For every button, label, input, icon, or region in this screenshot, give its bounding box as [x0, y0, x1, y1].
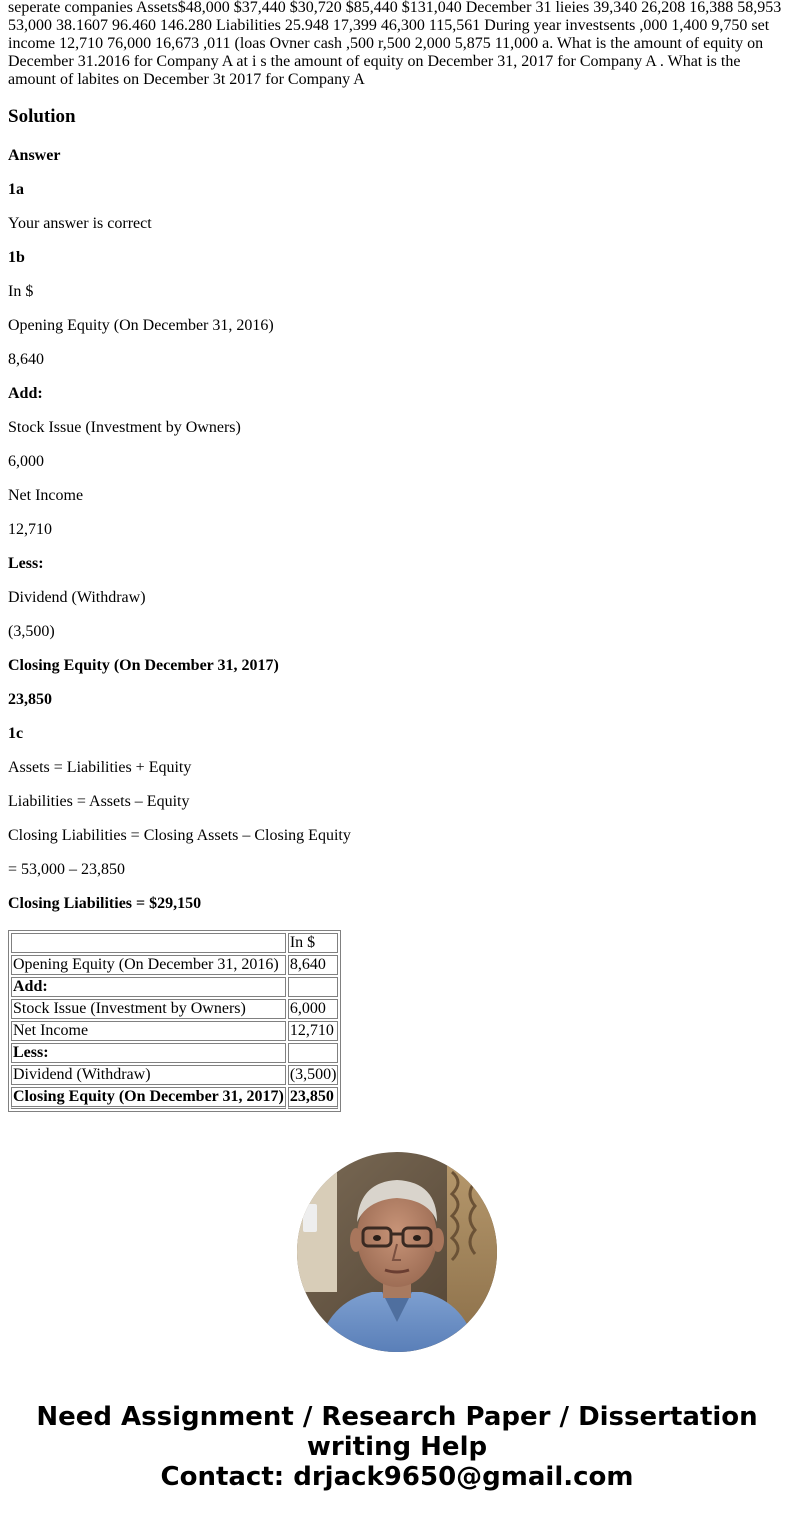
part-1a-label: 1a: [8, 181, 24, 198]
table-row: [11, 977, 338, 997]
equity-table: [8, 930, 341, 1112]
table-cell-value: 12,710: [288, 1021, 339, 1041]
promo-contact[interactable]: Contact: drjack9650@gmail.com: [160, 1462, 634, 1492]
closing-equity-value: 23,850: [8, 691, 52, 708]
table-row: [11, 1087, 338, 1109]
table-row: [11, 1065, 338, 1085]
dividend-value: (3,500): [8, 623, 55, 640]
table-row: [11, 1021, 338, 1041]
question-text: seperate companies Assets$48,000 $37,440 $30,720 $85,440 $131,040 December 31 lieies 39,340 26,208 16,388 58,953 53,000 38.1607 96.460 146.280 Liabilities 25.948 17,399 46,300 115,561 During year investsents ,000 1,400 9,750 set income 12,710 76,000 16,673 ,011 (loas Ovner cash ,500 r,500 2,000 5,875 11,000 a. What is the amount of equity on December 31.2016 for Company A at i s the amount of equity on December 31, 2017 for Company A . What is the amount of labites on December 3t 2017 for Company A: [8, 0, 782, 88]
author-avatar: [297, 1152, 497, 1352]
table-cell-label: Add:: [11, 977, 286, 997]
currency-label: In $: [8, 283, 34, 300]
add-label: Add:: [8, 385, 43, 402]
table-row: [11, 999, 338, 1019]
table-cell-label: Opening Equity (On December 31, 2016): [11, 955, 286, 975]
answer-label: Answer: [8, 147, 61, 164]
part-1c-label: 1c: [8, 725, 24, 742]
promo-line-1: Need Assignment / Research Paper / Dissertation: [36, 1402, 758, 1432]
solution-heading: Solution: [8, 106, 76, 127]
table-header-cell: In $: [288, 933, 339, 953]
table-row: [11, 1043, 338, 1063]
solution-body: [8, 147, 351, 929]
stock-issue-value: 6,000: [8, 453, 44, 470]
part-1b-label: 1b: [8, 249, 25, 266]
table-cell-value: [288, 977, 339, 997]
table-header-row: [11, 933, 338, 953]
net-income-value: 12,710: [8, 521, 52, 538]
equation-line-1: Assets = Liabilities + Equity: [8, 759, 192, 776]
table-cell-value: 8,640: [288, 955, 339, 975]
dividend-label: Dividend (Withdraw): [8, 589, 146, 606]
page-content: [0, 0, 794, 89]
table-cell-label: Net Income: [11, 1021, 286, 1041]
table-cell-value: 6,000: [288, 999, 339, 1019]
stock-issue-label: Stock Issue (Investment by Owners): [8, 419, 241, 436]
promo-line-2: writing Help: [306, 1432, 488, 1462]
net-income-label: Net Income: [8, 487, 84, 504]
part-1a-text: Your answer is correct: [8, 215, 152, 232]
equation-line-3: Closing Liabilities = Closing Assets – Closing Equity: [8, 827, 351, 844]
table-cell-label: Closing Equity (On December 31, 2017): [11, 1087, 286, 1109]
equation-line-2: Liabilities = Assets – Equity: [8, 793, 190, 810]
table-row: [11, 955, 338, 975]
closing-equity-label: Closing Equity (On December 31, 2017): [8, 657, 279, 674]
opening-equity-value: 8,640: [8, 351, 44, 368]
table-cell-label: Less:: [11, 1043, 286, 1063]
author-portrait-icon: [297, 1152, 497, 1352]
table-header-cell: [11, 933, 286, 953]
promo-footer: [0, 1402, 794, 1492]
less-label: Less:: [8, 555, 44, 572]
equation-line-4: = 53,000 – 23,850: [8, 861, 126, 878]
opening-equity-label: Opening Equity (On December 31, 2016): [8, 317, 274, 334]
table-cell-value: (3,500): [289, 1066, 337, 1083]
closing-liabilities-result: Closing Liabilities = $29,150: [8, 895, 202, 912]
table-cell-label: Stock Issue (Investment by Owners): [11, 999, 286, 1019]
table-cell-value: [288, 1043, 339, 1063]
table-cell-label: Dividend (Withdraw): [11, 1065, 286, 1085]
table-cell-value: 23,850: [288, 1087, 339, 1109]
